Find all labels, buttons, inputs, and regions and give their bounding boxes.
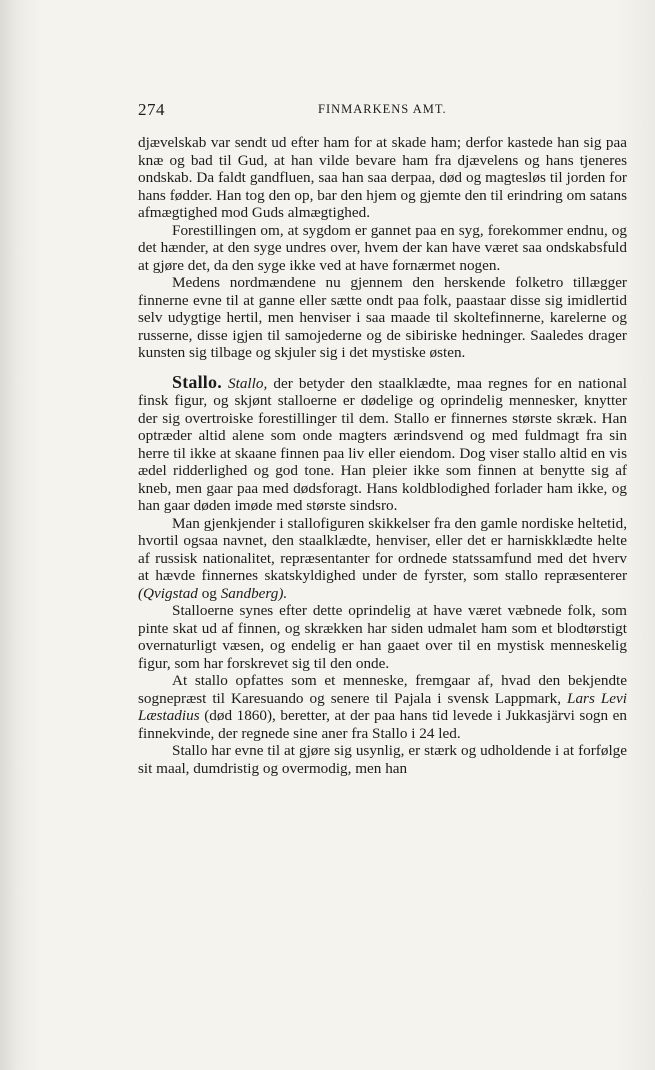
body-text (138, 134, 627, 777)
paragraph-stallo (138, 371, 627, 515)
paragraph-7-before: At stallo opfattes som et menneske, fremgaar af, hvad den bekjendte sognepræst til Karesuando og senere til Pajala i svensk Lappmark, (138, 672, 627, 707)
citation-sandberg: Sandberg). (220, 584, 288, 602)
italic-term: Stallo, (228, 374, 268, 392)
paragraph-8: Stallo har evne til at gjøre sig usynlig, er stærk og udholdende i at forfølge sit maal, dumdristig og overmodig, men han (138, 742, 627, 777)
paragraph-6: Stalloerne synes efter dette oprindelig at have været væbnede folk, som pinte skat ud af finnen, og skrækken har siden udmalet ham som et blodtørstigt overnaturligt væsen, og endelig er han gaaet over til en mystisk menneskelig figur, som har forskrevet sig til den onde. (138, 602, 627, 672)
paragraph-7-after: (død 1860), beretter, at der paa hans tid levede i Jukkasjärvi sogn en finnekvinde, der regnede sine aner fra Stallo i 24 led. (138, 707, 628, 742)
paragraph-2: Forestillingen om, at sygdom er gannet paa en syg, forekommer endnu, og det hænder, at den syge undres over, hvem der kan have været saa ondskabsfuld at gjøre det, da den syge ikke ved at have fornærmet nogen. (138, 221, 627, 274)
paragraph-7 (138, 672, 627, 742)
paragraph-5 (138, 515, 627, 603)
citation-qvigstad: (Qvigstad (138, 584, 198, 602)
person-name: Lars Levi Læstadius (138, 689, 628, 724)
page-number: 274 (138, 100, 165, 119)
running-head: FINMARKENS AMT. (318, 102, 447, 116)
paragraph-1: djævelskab var sendt ud efter ham for at skade ham; derfor kastede han sig paa knæ og bad til Gud, at han vilde bevare ham fra djævelens og hans tjeneres ondskab. Da faldt gandfluen, saa han saa derpaa, død og magtesløs til jorden for hans fødder. Han tog den op, bar den hjem og gjemte den til erindring om satans afmægtighed mod Guds almægtighed. (138, 134, 627, 221)
citation-join: og (201, 584, 217, 602)
paragraph-4-text: der betyder den staalklædte, maa regnes for en national finsk figur, og skjønt stalloerne er dødelige og oprindelig mennesker, knytter der sig overtroiske forestillinger til dem. Stallo er finnernes største skræk. Han optræder altid alene som onde magters ærindsvend og med fuldmagt fra sin herre til ikke at skaane finnen paa liv eller eiendom. Dog viser stallo altid en vis ædel ridderlighed og god tone. Han pleier ikke som finnen at benytte sig af kneb, men gaar paa med dødsforagt. Hans koldblodighed forlader ham ikke, og han gaar døden imøde med største sindsro. (138, 374, 627, 514)
paragraph-3: Medens nordmændene nu gjennem den herskende folketro tillægger finnerne evne til at ganne eller sætte ondt paa folk, paastaar disse sig imidlertid selv udygtige hertil, men henviser i saa maade til skoltefinnerne, karelerne og russerne, disse igjen til samojederne og de sibiriske hedninger. Saaledes drager kunsten sig tilbage og skjuler sig i det mystiske østen. (138, 274, 627, 361)
paragraph-5-text: Man gjenkjender i stallofiguren skikkelser fra den gamle nordiske heltetid, hvortil ogsaa navnet, den staalklædte, henviser, eller det er harniskklædte helte af russisk nationalitet, repræsentanter for ordnede statssamfund med det hverv at hævde finnernes skatskyldighed under de fyrster, som stallo repræsenterer (138, 514, 627, 584)
section-heading: Stallo. (172, 371, 222, 392)
page-header (138, 100, 628, 120)
